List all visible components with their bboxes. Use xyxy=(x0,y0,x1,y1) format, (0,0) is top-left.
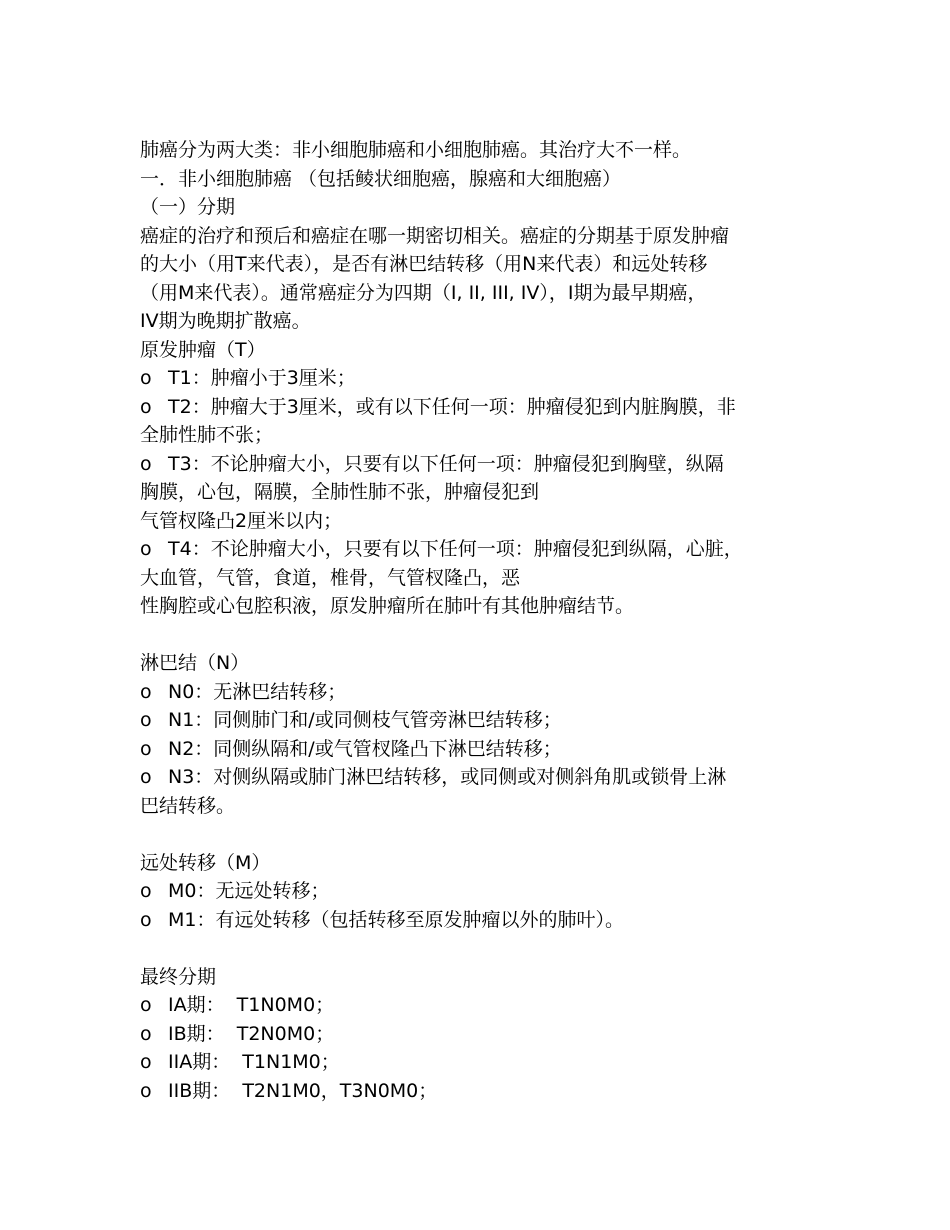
intro-line: 肺癌分为两大类：非小细胞肺癌和小细胞肺癌。其治疗大不一样。 xyxy=(140,139,692,161)
subsection-heading: （一）分期 xyxy=(140,196,236,218)
list-item-text: IIA期： T1N1M0； xyxy=(168,1051,340,1073)
list-item-continuation: 大血管，气管，食道，椎骨，气管杈隆凸，恶 xyxy=(140,566,521,589)
bullet-mark: o xyxy=(140,1051,152,1073)
blank-line xyxy=(140,621,820,650)
n-section-heading: 淋巴结（N） xyxy=(140,652,250,674)
paragraph-line: 癌症的治疗和预后和癌症在哪一期密切相关。癌症的分期基于原发肿瘤 xyxy=(140,224,730,247)
list-item-text: T2：肿瘤大于3厘米，或有以下任何一项：肿瘤侵犯到内脏胸膜，非 xyxy=(168,395,736,418)
bullet-mark: o xyxy=(140,709,152,731)
list-item-t2 xyxy=(140,393,820,422)
list-item-text: IIB期： T2N1M0，T3N0M0； xyxy=(168,1079,438,1102)
list-item-n1 xyxy=(140,706,820,735)
list-item-text: M0：无远处转移； xyxy=(168,880,330,902)
list-item-t3 xyxy=(140,450,820,479)
list-item-text: N3：对侧纵隔或肺门淋巴结转移，或同侧或对侧斜角肌或锁骨上淋 xyxy=(168,766,727,788)
list-item-n3 xyxy=(140,763,820,792)
bullet-mark: o xyxy=(140,452,152,475)
list-item-text: T1：肿瘤小于3厘米； xyxy=(168,367,356,389)
blank-line xyxy=(140,934,820,963)
list-item-text: N0：无淋巴结转移； xyxy=(168,680,347,703)
list-item-t4 xyxy=(140,535,820,564)
list-item-m0 xyxy=(140,877,820,906)
bullet-mark: o xyxy=(140,994,152,1016)
list-item-stage-ia xyxy=(140,991,820,1020)
list-item-continuation: 性胸腔或心包腔积液，原发肿瘤所在肺叶有其他肿瘤结节。 xyxy=(140,595,635,617)
document-body xyxy=(140,136,820,1105)
bullet-mark: o xyxy=(140,1079,152,1102)
list-item-stage-ib xyxy=(140,1020,820,1049)
list-item-text: IB期： T2N0M0； xyxy=(168,1022,335,1045)
list-item-m1 xyxy=(140,906,820,935)
stage-section-heading: 最终分期 xyxy=(140,965,217,988)
bullet-mark: o xyxy=(140,880,152,902)
list-item-text: T4：不论肿瘤大小，只要有以下任何一项：肿瘤侵犯到纵隔，心脏， xyxy=(168,538,743,560)
t-section-heading: 原发肿瘤（T） xyxy=(140,338,266,361)
blank-line xyxy=(140,820,820,849)
bullet-mark: o xyxy=(140,737,152,760)
list-item-stage-iib xyxy=(140,1077,820,1106)
list-item-text: N2：同侧纵隔和/或气管杈隆凸下淋巴结转移； xyxy=(168,737,562,760)
list-item-continuation: 全肺性肺不张； xyxy=(140,424,274,446)
list-item-text: IA期： T1N0M0； xyxy=(168,994,335,1016)
bullet-mark: o xyxy=(140,395,152,418)
bullet-mark: o xyxy=(140,908,152,931)
m-section-heading: 远处转移（M） xyxy=(140,851,271,874)
list-item-continuation: 巴结转移。 xyxy=(140,794,236,817)
paragraph-line: IV期为晚期扩散癌。 xyxy=(140,310,311,332)
list-item-stage-iia xyxy=(140,1048,820,1077)
paragraph-line: 的大小（用T来代表），是否有淋巴结转移（用N来代表）和远处转移 xyxy=(140,253,708,275)
bullet-mark: o xyxy=(140,367,152,389)
list-item-n0 xyxy=(140,678,820,707)
list-item-text: N1：同侧肺门和/或同侧枝气管旁淋巴结转移； xyxy=(168,709,562,731)
paragraph-line: （用M来代表）。通常癌症分为四期（I, II, III, IV），I期为最早期癌， xyxy=(140,281,707,304)
bullet-mark: o xyxy=(140,538,152,560)
list-item-continuation: 气管杈隆凸2厘米以内； xyxy=(140,509,343,532)
list-item-continuation: 胸膜，心包，隔膜，全肺性肺不张，肿瘤侵犯到 xyxy=(140,481,540,503)
bullet-mark: o xyxy=(140,766,152,788)
list-item-t1 xyxy=(140,364,820,393)
list-item-text: M1：有远处转移（包括转移至原发肿瘤以外的肺叶）。 xyxy=(168,908,624,931)
list-item-text: T3：不论肿瘤大小，只要有以下任何一项：肿瘤侵犯到胸壁，纵隔 xyxy=(168,452,724,475)
bullet-mark: o xyxy=(140,680,152,703)
list-item-n2 xyxy=(140,735,820,764)
section-heading: 一．非小细胞肺癌 （包括鲮状细胞癌，腺癌和大细胞癌） xyxy=(140,167,622,190)
bullet-mark: o xyxy=(140,1022,152,1045)
